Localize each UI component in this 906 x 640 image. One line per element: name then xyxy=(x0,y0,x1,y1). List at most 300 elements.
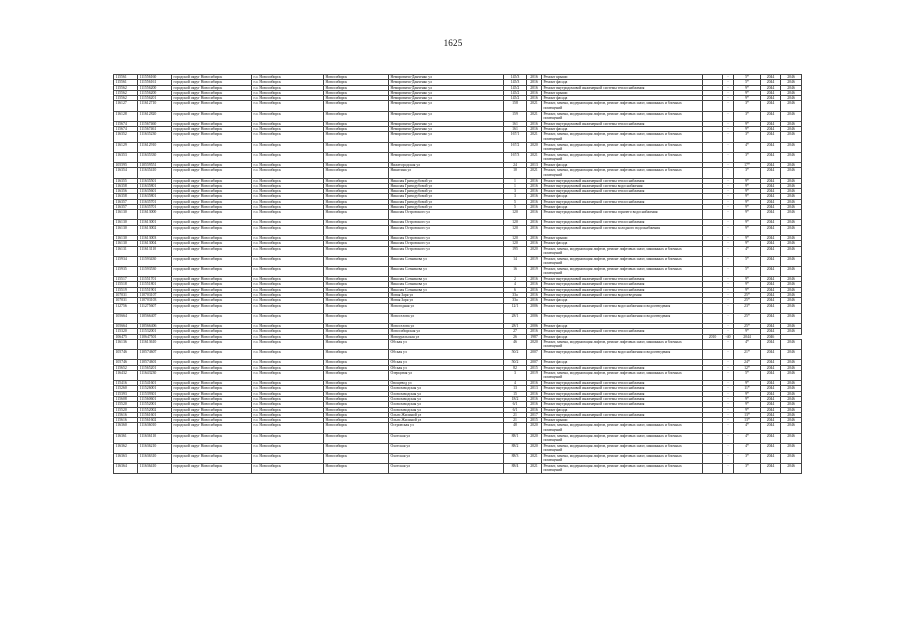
cell-house-id: 115561 xyxy=(114,75,138,80)
cell-value: 25* xyxy=(734,293,761,298)
cell-municipality: городской округ Новосибирск xyxy=(172,96,252,101)
cell-house-number: 161 xyxy=(504,127,527,132)
cell-street: Николая Гризодубовой ул xyxy=(389,194,504,199)
cell-work-type: Ремонт, замена, модернизация лифтов, ремонт лифтовых шахт, машинных и блочных помещений xyxy=(542,370,703,380)
cell-plan-start: 2044 xyxy=(761,453,781,463)
cell-last-repair-year xyxy=(703,464,723,474)
cell-street: Охотская ул xyxy=(389,453,504,463)
cell-work-id: 111635801 xyxy=(138,183,172,188)
cell-street: Немировича-Данченко ул xyxy=(389,121,504,126)
cell-settlement: г.о. Новосибирск xyxy=(252,303,324,313)
cell-commission-year: 2021 xyxy=(527,152,542,162)
cell-municipality: городской округ Новосибирск xyxy=(172,256,252,266)
table-row xyxy=(114,246,802,256)
cell-work-type: Ремонт внутридомовой инженерной системы теплоснабжения xyxy=(542,189,703,194)
cell-municipality: городской округ Новосибирск xyxy=(172,111,252,121)
cell-municipality: городской округ Новосибирск xyxy=(172,323,252,328)
cell-settlement: г.о. Новосибирск xyxy=(252,199,324,204)
cell-col-k: - xyxy=(723,220,734,225)
cell-city: Новосибирск xyxy=(324,220,389,225)
cell-work-id: 111556161 xyxy=(138,80,172,85)
cell-commission-year: 2021 xyxy=(527,168,542,178)
cell-work-type: Ремонт фасада xyxy=(542,241,703,246)
cell-commission-year: 2016 xyxy=(527,287,542,292)
cell-plan-start: 2044 xyxy=(761,433,781,443)
cell-work-type: Ремонт, замена, модернизация лифтов, ремонт лифтовых шахт, машинных и блочных помещений xyxy=(542,453,703,463)
cell-last-repair-year xyxy=(703,370,723,380)
cell-commission-year: 2021 xyxy=(527,111,542,121)
cell-value: 13* xyxy=(734,418,761,423)
cell-work-id: 111612710 xyxy=(138,101,172,111)
cell-house-id: 116358 xyxy=(114,194,138,199)
cell-work-id: 111636210 xyxy=(138,443,172,453)
cell-municipality: городской округ Новосибирск xyxy=(172,391,252,396)
cell-city: Новосибирск xyxy=(324,168,389,178)
cell-plan-start: 2044 xyxy=(761,402,781,407)
cell-street: Николая Гризодубовой ул xyxy=(389,199,504,204)
cell-municipality: городской округ Новосибирск xyxy=(172,235,252,240)
cell-work-type: Ремонт внутридомовой инженерной системы теплоснабжения xyxy=(542,220,703,225)
cell-city: Новосибирск xyxy=(324,407,389,412)
cell-house-id: 115320 xyxy=(114,329,138,334)
cell-house-number: 13 xyxy=(504,386,527,391)
cell-house-number: 88/3 xyxy=(504,453,527,463)
cell-col-k: - xyxy=(723,464,734,474)
cell-value: 3* xyxy=(734,464,761,474)
cell-city: Новосибирск xyxy=(324,334,389,339)
cell-house-number: 145/3 xyxy=(504,80,527,85)
cell-settlement: г.о. Новосибирск xyxy=(252,365,324,370)
cell-plan-end: 2046 xyxy=(781,225,802,235)
cell-col-k: - xyxy=(723,225,734,235)
cell-municipality: городской округ Новосибирск xyxy=(172,453,252,463)
cell-work-id: 111551801 xyxy=(138,282,172,287)
cell-work-type: Ремонт крыши xyxy=(542,90,703,95)
table-row xyxy=(114,443,802,453)
cell-house-number: 5 xyxy=(504,199,527,204)
cell-street: Николая Островского ул xyxy=(389,220,504,225)
cell-col-k: - xyxy=(723,350,734,360)
cell-house-id: 116130 xyxy=(114,220,138,225)
cell-value: 9* xyxy=(734,396,761,401)
cell-municipality: городской округ Новосибирск xyxy=(172,418,252,423)
cell-commission-year: 2016 xyxy=(527,298,542,303)
cell-settlement: г.о. Новосибирск xyxy=(252,453,324,463)
cell-settlement: г.о. Новосибирск xyxy=(252,386,324,391)
cell-city: Новосибирск xyxy=(324,101,389,111)
cell-house-id: 116361 xyxy=(114,433,138,443)
cell-settlement: г.о. Новосибирск xyxy=(252,423,324,433)
cell-settlement: г.о. Новосибирск xyxy=(252,282,324,287)
cell-value: 4* xyxy=(734,423,761,433)
cell-plan-start: 2044 xyxy=(761,391,781,396)
cell-col-k: - xyxy=(723,303,734,313)
cell-house-id: 106475 xyxy=(114,334,138,339)
cell-plan-end: 2046 xyxy=(781,277,802,282)
cell-street: Обская ул xyxy=(389,350,504,360)
cell-plan-end: 2046 xyxy=(781,282,802,287)
cell-street: Охотская ул xyxy=(389,443,504,453)
cell-municipality: городской округ Новосибирск xyxy=(172,75,252,80)
cell-last-repair-year xyxy=(703,313,723,323)
cell-street: Николая Гризодубовой ул xyxy=(389,204,504,209)
cell-settlement: г.о. Новосибирск xyxy=(252,80,324,85)
cell-work-id: 111613610 xyxy=(138,339,172,349)
cell-city: Новосибирск xyxy=(324,246,389,256)
cell-municipality: городской округ Новосибирск xyxy=(172,142,252,152)
cell-commission-year: 2016 xyxy=(527,85,542,90)
cell-plan-end: 2046 xyxy=(781,350,802,360)
cell-last-repair-year xyxy=(703,152,723,162)
cell-house-id: 115934 xyxy=(114,256,138,266)
cell-col-k: - xyxy=(723,152,734,162)
cell-work-type: Ремонт фасада xyxy=(542,323,703,328)
cell-house-number: 24 xyxy=(504,163,527,168)
cell-street: Немировича-Данченко ул xyxy=(389,111,504,121)
cell-plan-end: 2046 xyxy=(781,75,802,80)
cell-settlement: г.о. Новосибирск xyxy=(252,402,324,407)
cell-commission-year: 2019 xyxy=(527,370,542,380)
cell-house-number: 16 xyxy=(504,266,527,276)
cell-commission-year: 2020 xyxy=(527,339,542,349)
cell-work-type: Ремонт, замена, модернизация лифтов, ремонт лифтовых шахт, машинных и блочных помещений xyxy=(542,142,703,152)
cell-house-id: 115674 xyxy=(114,121,138,126)
cell-street: Николая Островского ул xyxy=(389,246,504,256)
cell-house-number: 2 xyxy=(504,277,527,282)
cell-work-type: Ремонт, замена, модернизация лифтов, ремонт лифтовых шахт, машинных и блочных помещений xyxy=(542,101,703,111)
cell-street: Немировича-Данченко ул xyxy=(389,80,504,85)
cell-col-k: - xyxy=(723,402,734,407)
cell-house-number: 88/1 xyxy=(504,433,527,443)
cell-work-id: 111541601 xyxy=(138,381,172,386)
cell-house-number: 21 xyxy=(504,412,527,417)
cell-last-repair-year xyxy=(703,266,723,276)
cell-plan-end: 2046 xyxy=(781,121,802,126)
cell-value: 24* xyxy=(734,360,761,365)
cell-value: 5* xyxy=(734,266,761,276)
cell-commission-year: 2016 xyxy=(527,225,542,235)
cell-city: Новосибирск xyxy=(324,329,389,334)
cell-street: Николая Сотникова ул xyxy=(389,277,504,282)
cell-house-id: 115562 xyxy=(114,90,138,95)
cell-work-type: Ремонт внутридомовой инженерной системы теплоснабжения xyxy=(542,402,703,407)
cell-col-k: - xyxy=(723,101,734,111)
cell-house-number: 12/1 xyxy=(504,303,527,313)
cell-municipality: городской округ Новосибирск xyxy=(172,402,252,407)
cell-city: Новосибирск xyxy=(324,163,389,168)
table-row xyxy=(114,111,802,121)
cell-house-id: 115518 xyxy=(114,282,138,287)
cell-col-k: - xyxy=(723,443,734,453)
cell-work-id: 111613002 xyxy=(138,225,172,235)
cell-house-id: 112756 xyxy=(114,303,138,313)
cell-col-k: - xyxy=(723,418,734,423)
cell-work-type: Ремонт внутридомовой инженерной системы теплоснабжения xyxy=(542,391,703,396)
cell-col-k: - xyxy=(723,365,734,370)
cell-work-id: 111612820 xyxy=(138,111,172,121)
cell-house-number: 161 xyxy=(504,121,527,126)
cell-col-k: - xyxy=(723,287,734,292)
cell-plan-start: 2044 xyxy=(761,298,781,303)
cell-last-repair-year xyxy=(703,339,723,349)
cell-col-k: - xyxy=(723,298,734,303)
cell-city: Новосибирск xyxy=(324,391,389,396)
cell-plan-end: 2046 xyxy=(781,323,802,328)
cell-house-id: 115608 xyxy=(114,396,138,401)
cell-work-id: 111556200 xyxy=(138,85,172,90)
cell-work-type: Ремонт фасада xyxy=(542,127,703,132)
cell-street: Оловозаводская ул xyxy=(389,402,504,407)
cell-work-id: 111636010 xyxy=(138,423,172,433)
cell-work-id: 111613001 xyxy=(138,220,172,225)
cell-city: Новосибирск xyxy=(324,178,389,183)
cell-work-type: Ремонт внутридомовой инженерной системы теплоснабжения xyxy=(542,365,703,370)
cell-house-number: 4 xyxy=(504,381,527,386)
cell-house-number: 145/2 xyxy=(504,96,527,101)
cell-plan-end: 2046 xyxy=(781,178,802,183)
cell-plan-end: 2046 xyxy=(781,127,802,132)
cell-work-id: 111636310 xyxy=(138,453,172,463)
cell-plan-start: 2044 xyxy=(761,194,781,199)
table-row xyxy=(114,303,802,313)
cell-city: Новосибирск xyxy=(324,433,389,443)
cell-settlement: г.о. Новосибирск xyxy=(252,168,324,178)
cell-commission-year: 2015 xyxy=(527,418,542,423)
cell-city: Новосибирск xyxy=(324,152,389,162)
cell-house-id: 115616 xyxy=(114,412,138,417)
cell-settlement: г.о. Новосибирск xyxy=(252,189,324,194)
cell-city: Новосибирск xyxy=(324,80,389,85)
cell-settlement: г.о. Новосибирск xyxy=(252,350,324,360)
cell-settlement: г.о. Новосибирск xyxy=(252,194,324,199)
table-row xyxy=(114,339,802,349)
cell-work-id: 110647501 xyxy=(138,334,172,339)
cell-settlement: г.о. Новосибирск xyxy=(252,178,324,183)
cell-plan-start: 2044 xyxy=(761,96,781,101)
cell-col-k: - xyxy=(723,96,734,101)
cell-value: 4* xyxy=(734,433,761,443)
cell-work-id: 110574601 xyxy=(138,360,172,365)
cell-plan-start: 2044 xyxy=(761,418,781,423)
cell-house-id: 116357 xyxy=(114,204,138,209)
cell-house-id: 116432 xyxy=(114,370,138,380)
cell-col-k: - xyxy=(723,199,734,204)
cell-work-id: 111636110 xyxy=(138,433,172,443)
cell-plan-start: 2044 xyxy=(761,256,781,266)
cell-house-id: 116130 xyxy=(114,210,138,220)
cell-value: 4* xyxy=(734,339,761,349)
table-row xyxy=(114,266,802,276)
cell-plan-start: 2044 xyxy=(761,282,781,287)
cell-city: Новосибирск xyxy=(324,142,389,152)
cell-value: 9* xyxy=(734,220,761,225)
cell-municipality: городской округ Новосибирск xyxy=(172,168,252,178)
cell-work-type: Ремонт внутридомовой инженерной системы теплоснабжения xyxy=(542,121,703,126)
cell-commission-year: 2016 xyxy=(527,96,542,101)
cell-house-number: 145/3 xyxy=(504,75,527,80)
cell-house-id: 115935 xyxy=(114,266,138,276)
cell-commission-year: 2006 xyxy=(527,323,542,328)
cell-value: 23* xyxy=(734,303,761,313)
cell-plan-start: 2044 xyxy=(761,277,781,282)
cell-plan-end: 2046 xyxy=(781,163,802,168)
cell-work-id: 111561602 xyxy=(138,418,172,423)
cell-work-id: 111613003 xyxy=(138,235,172,240)
cell-municipality: городской округ Новосибирск xyxy=(172,287,252,292)
cell-settlement: г.о. Новосибирск xyxy=(252,293,324,298)
cell-house-id: 116363 xyxy=(114,453,138,463)
cell-work-id: 111643230 xyxy=(138,370,172,380)
cell-house-number: 3 xyxy=(504,194,527,199)
cell-house-id: 105664 xyxy=(114,313,138,323)
cell-commission-year: 2020 xyxy=(527,423,542,433)
cell-street: Немировича-Данченко ул xyxy=(389,101,504,111)
cell-municipality: городской округ Новосибирск xyxy=(172,204,252,209)
cell-work-id: 111635701 xyxy=(138,199,172,204)
cell-value: 9* xyxy=(734,183,761,188)
cell-street: Немировича-Данченко ул xyxy=(389,75,504,80)
cell-work-id: 111613110 xyxy=(138,246,172,256)
cell-city: Новосибирск xyxy=(324,386,389,391)
cell-work-type: Ремонт, замена, модернизация лифтов, ремонт лифтовых шахт, машинных и блочных помещений xyxy=(542,339,703,349)
cell-plan-end: 2046 xyxy=(781,220,802,225)
cell-work-id: 111635230 xyxy=(138,132,172,142)
cell-work-id: 110566407 xyxy=(138,313,172,323)
cell-work-id: 110703107 xyxy=(138,293,172,298)
cell-col-k: - xyxy=(723,256,734,266)
cell-house-id: 116354 xyxy=(114,168,138,178)
cell-col-k: - xyxy=(723,189,734,194)
cell-work-type: Ремонт фасада xyxy=(542,204,703,209)
cell-commission-year: 2016 xyxy=(527,183,542,188)
cell-value: 9* xyxy=(734,121,761,126)
cell-commission-year: 2016 xyxy=(527,391,542,396)
cell-street: Обская ул xyxy=(389,365,504,370)
cell-col-k: - xyxy=(723,178,734,183)
cell-city: Новосибирск xyxy=(324,199,389,204)
cell-commission-year: 2016 xyxy=(527,80,542,85)
cell-work-type: Ремонт внутридомовой инженерной системы теплоснабжения xyxy=(542,287,703,292)
cell-plan-start: 2044 xyxy=(761,407,781,412)
cell-plan-end: 2046 xyxy=(781,111,802,121)
cell-commission-year: 2021 xyxy=(527,132,542,142)
cell-work-type: Ремонт внутридомовой инженерной системы холодного водоснабжения xyxy=(542,225,703,235)
cell-plan-end: 2046 xyxy=(781,339,802,349)
cell-work-type: Ремонт внутридомовой инженерной системы теплоснабжения xyxy=(542,329,703,334)
cell-commission-year: 2016 xyxy=(527,121,542,126)
cell-plan-end: 2046 xyxy=(781,80,802,85)
cell-house-number: 33а xyxy=(504,298,527,303)
cell-last-repair-year xyxy=(703,303,723,313)
cell-plan-end: 2046 xyxy=(781,407,802,412)
cell-plan-start: 2044 xyxy=(761,178,781,183)
cell-plan-end: 2046 xyxy=(781,391,802,396)
cell-commission-year: 2016 xyxy=(527,402,542,407)
cell-house-id: 116357 xyxy=(114,199,138,204)
cell-plan-start: 2044 xyxy=(761,241,781,246)
cell-work-id: 111635410 xyxy=(138,168,172,178)
cell-municipality: городской округ Новосибирск xyxy=(172,282,252,287)
cell-commission-year: 2016 xyxy=(527,210,542,220)
cell-plan-start: 2044 xyxy=(761,80,781,85)
cell-last-repair-year xyxy=(703,443,723,453)
cell-house-number: 120 xyxy=(504,235,527,240)
cell-house-id: 116129 xyxy=(114,142,138,152)
cell-work-type: Ремонт внутридомовой инженерной системы водоснабжения и водоотведения xyxy=(542,303,703,313)
cell-work-type: Ремонт внутридомовой инженерной системы водоснабжения и водоотведения xyxy=(542,350,703,360)
cell-house-id: 116352 xyxy=(114,132,138,142)
cell-work-id: 111635601 xyxy=(138,189,172,194)
cell-plan-start: 2044 xyxy=(761,365,781,370)
cell-street: Оловозаводская ул xyxy=(389,391,504,396)
table-row xyxy=(114,210,802,220)
cell-last-repair-year xyxy=(703,111,723,121)
cell-settlement: г.о. Новосибирск xyxy=(252,287,324,292)
cell-house-number: 120 xyxy=(504,241,527,246)
cell-house-number: 158 xyxy=(504,101,527,111)
cell-plan-start: 2044 xyxy=(761,90,781,95)
cell-house-number: 195 xyxy=(504,246,527,256)
table-row xyxy=(114,464,802,474)
cell-house-id: 116136 xyxy=(114,339,138,349)
cell-settlement: г.о. Новосибирск xyxy=(252,101,324,111)
cell-commission-year: 2020 xyxy=(527,443,542,453)
cell-work-type: Ремонт крыши xyxy=(542,235,703,240)
table-row xyxy=(114,313,802,323)
cell-work-type: Ремонт внутридомовой инженерной системы теплоснабжения xyxy=(542,178,703,183)
cell-settlement: г.о. Новосибирск xyxy=(252,298,324,303)
cell-work-id: 111551701 xyxy=(138,277,172,282)
cell-work-type: Ремонт фасада xyxy=(542,334,703,339)
cell-city: Новосибирск xyxy=(324,453,389,463)
cell-municipality: городской округ Новосибирск xyxy=(172,199,252,204)
cell-house-number: 88/4 xyxy=(504,464,527,474)
cell-house-number: 167/1 xyxy=(504,132,527,142)
cell-col-k: - xyxy=(723,277,734,282)
cell-col-k: - xyxy=(723,323,734,328)
cell-plan-start: 2044 xyxy=(761,370,781,380)
cell-value: 9* xyxy=(734,85,761,90)
cell-commission-year: 2016 xyxy=(527,178,542,183)
cell-work-id: 110566406 xyxy=(138,323,172,328)
cell-commission-year: 2016 xyxy=(527,220,542,225)
cell-plan-start: 2044 xyxy=(761,199,781,204)
cell-house-id: 116364 xyxy=(114,464,138,474)
cell-municipality: городской округ Новосибирск xyxy=(172,360,252,365)
cell-work-type: Ремонт внутридомовой инженерной системы водоотведения xyxy=(542,293,703,298)
cell-col-k: - xyxy=(723,127,734,132)
cell-settlement: г.о. Новосибирск xyxy=(252,313,324,323)
cell-commission-year: 2016 xyxy=(527,194,542,199)
table-row xyxy=(114,152,802,162)
cell-commission-year: 2016 xyxy=(527,381,542,386)
cell-col-k: - xyxy=(723,391,734,396)
cell-street: Новоуральская ул xyxy=(389,334,504,339)
cell-house-number: 33а xyxy=(504,293,527,298)
cell-value: 9* xyxy=(734,127,761,132)
cell-commission-year: 2007 xyxy=(527,350,542,360)
cell-city: Новосибирск xyxy=(324,282,389,287)
cell-city: Новосибирск xyxy=(324,127,389,132)
cell-plan-start: 2044 xyxy=(761,443,781,453)
cell-plan-end: 2046 xyxy=(781,85,802,90)
cell-municipality: городской округ Новосибирск xyxy=(172,210,252,220)
cell-plan-start: 2044 xyxy=(761,235,781,240)
cell-street: Немировича-Данченко ул xyxy=(389,85,504,90)
cell-value: 12* xyxy=(734,365,761,370)
cell-street: Обская ул xyxy=(389,339,504,349)
cell-house-number: 50/2 xyxy=(504,350,527,360)
